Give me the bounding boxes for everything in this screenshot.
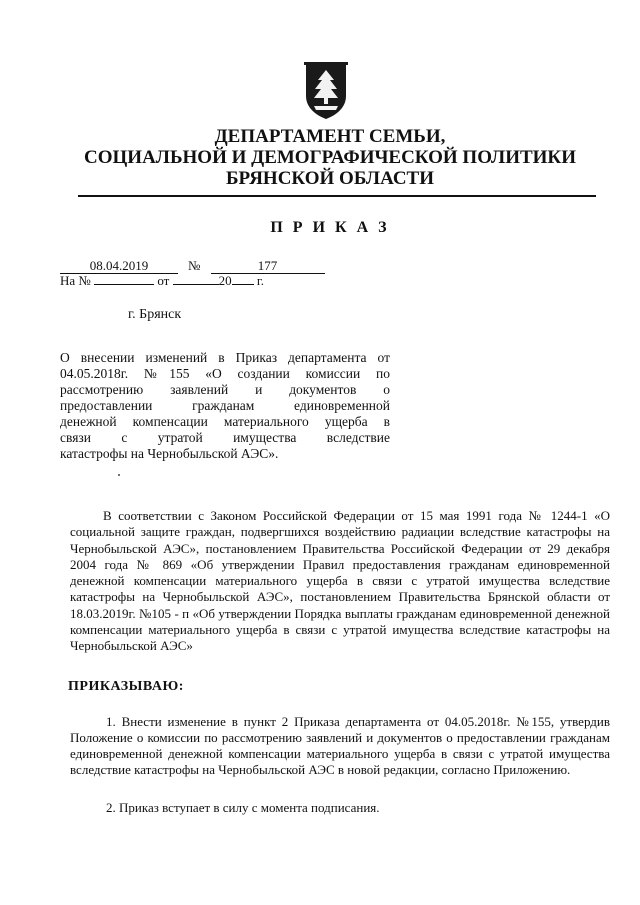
- preamble-paragraph: В соответствии с Законом Российской Федерации от 15 мая 1991 года № 1244-1 «О социальной защите граждан, подвергшихся воздействию радиации вследствие катастрофы на Чернобыльской АЭС», постановлением Правительства Российской Федерации от 29 декабря 2004 года № 869 «Об утверждении Правил предоставления гражданам единовременной денежной компенсации материального ущерба в связи с утратой имущества вследствие катастрофы на Чернобыльской АЭС», постановлением Правительства Брянской области от 18.03.2019г. №105 - п «Об утверждении Порядка выплаты гражданам единовременной денежной компенсации материального ущерба в связи с утратой имущества вследствие катастрофы на Чернобыльской АЭС»: [70, 508, 610, 654]
- subject-line: катастрофы на Чернобыльской АЭС».: [60, 446, 279, 461]
- city: г. Брянск: [128, 307, 182, 322]
- subject-line: рассмотрению заявлений и документов о: [60, 382, 390, 397]
- subject-line: связи с утратой имущества вследствие: [60, 430, 390, 445]
- directive-item-2: 2. Приказ вступает в силу с момента подписания.: [106, 800, 380, 815]
- ref-year-prefix: 20: [218, 273, 232, 288]
- order-title: П Р И К А З: [270, 219, 390, 236]
- org-title-line-2: СОЦИАЛЬНОЙ И ДЕМОГРАФИЧЕСКОЙ ПОЛИТИКИ: [84, 147, 576, 168]
- order-number-label: №: [188, 258, 201, 273]
- ref-from-label: от: [157, 273, 170, 288]
- ref-year: [232, 284, 254, 285]
- subject-line: предоставлении гражданам единовременной: [60, 398, 390, 413]
- ref-label: На №: [60, 273, 91, 288]
- stray-mark: [118, 474, 120, 476]
- org-title-line-1: ДЕПАРТАМЕНТ СЕМЬИ,: [214, 126, 446, 147]
- header-divider: [78, 195, 596, 197]
- order-subject: [60, 350, 390, 462]
- subject-line: денежной компенсации материального ущерба в: [60, 414, 390, 429]
- order-date-number-line: [60, 258, 325, 274]
- subject-line: О внесении изменений в Приказ департамента от: [60, 350, 390, 365]
- organization-title: [60, 126, 600, 189]
- subject-line: 04.05.2018г. №155 «О создании комиссии по: [60, 366, 390, 381]
- coat-of-arms-icon: [304, 62, 348, 120]
- ref-date: [173, 284, 219, 285]
- directive-item-1: 1. Внести изменение в пункт 2 Приказа департамента от 04.05.2018г. №155, утвердив Положение о комиссии по рассмотрению заявлений и документов о предоставлении гражданам единовременной денежной компенсации материального ущерба в связи с утратой имущества вследствие катастрофы на Чернобыльской АЭС в новой редакции, согласно Приложению.: [70, 714, 610, 777]
- decree-heading: ПРИКАЗЫВАЮ:: [68, 679, 184, 694]
- order-reference-line: [60, 273, 264, 288]
- order-number: 177: [211, 259, 325, 274]
- org-title-line-3: БРЯНСКОЙ ОБЛАСТИ: [225, 168, 435, 189]
- ref-number: [94, 284, 154, 285]
- ref-year-suffix: г.: [256, 273, 264, 288]
- order-date: 08.04.2019: [60, 259, 178, 274]
